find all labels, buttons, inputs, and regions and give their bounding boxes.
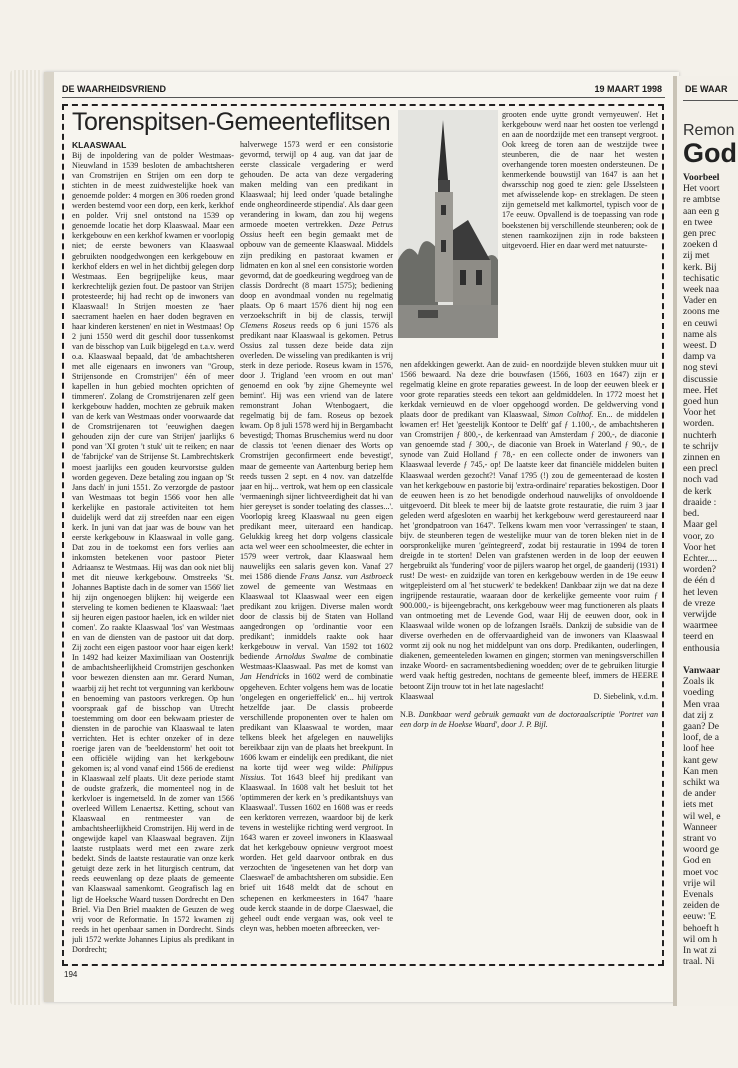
right-page-line: Men vraa: [683, 698, 720, 710]
right-page-line: de kerk: [683, 485, 712, 497]
right-page-line: de vreze: [683, 597, 716, 609]
right-page-line: zij met: [683, 250, 710, 262]
right-page-line: gaan? De: [683, 720, 719, 732]
book-page-edges: [10, 70, 40, 1005]
right-page-line: en twee: [683, 216, 713, 228]
right-page-line: Wanneer: [683, 821, 717, 833]
right-page-line: Het voort: [683, 183, 720, 195]
right-page-line: [683, 654, 738, 665]
note: N.B. Dankbaar werd gebruik gemaakt van de doctoraalscriptie 'Portret van een dorp in de Hoekse Waard', door J. P. Bijl.: [400, 709, 658, 729]
right-page-kicker: Remon: [683, 122, 735, 139]
right-page-line: gen prec: [683, 228, 716, 240]
column-3-top-text: grooten ende uytte grondt vernyeuwen'. Het kerkgebouw werd naar het oosten toe verlengd en aan de noordzijde met een transept vergroot. Ook kreeg de toren aan de westzijde twee steunberen, die de naar het westen overhangende toren moesten ondersteunen. De kenmerkende bouwstijl van 1647 is aan het dwarsschip nog goed te zien: gele IJsselsteen met afwisselende kop- en streklagen. De steen zijn gemetseld met kalkmortel, typisch voor de 17e eeuw. Opvallend is de toepassing van rode boekstenen bij verschillende steunberen; ook de stenen raamkozijnen zijn in rode baksteen uitgevoerd. Hier en daar werd met natuurste-: [502, 110, 658, 250]
right-page-line: een precl: [683, 463, 718, 475]
right-page-line: worden?: [683, 564, 717, 576]
right-page-line: goed hun: [683, 396, 719, 408]
page-number: 194: [64, 970, 78, 979]
person-name: Simon Colthof.: [542, 410, 594, 420]
article-column-1: [72, 140, 234, 958]
person-name: Clemens Roseus: [240, 320, 296, 330]
right-page-line: Evenals: [683, 889, 714, 900]
person-name: Jan Hendricks: [240, 672, 290, 682]
issue-date: 19 MAART 1998: [594, 84, 662, 94]
right-page-line: kerk. Bij: [683, 261, 717, 273]
right-page-line: schikt wa: [683, 776, 720, 788]
church-photo: [398, 110, 498, 338]
right-page-line: voor, zo: [683, 530, 715, 542]
right-page-line: strant vo: [683, 832, 717, 844]
header-rule: [62, 97, 665, 98]
right-page-line: eeuw: 'E: [683, 911, 716, 923]
right-page-line: damp va: [683, 351, 716, 363]
right-page-line: Voorbeel: [683, 172, 720, 183]
right-page-heading: God: [683, 138, 737, 168]
person-name: Philippus Nissius.: [240, 762, 393, 782]
person-name: Frans Jansz. van Astbroeck: [299, 572, 393, 582]
right-page-line: zoeken d: [683, 239, 718, 251]
right-page-line: voeding: [683, 687, 714, 699]
right-page-line: kant gew: [683, 754, 718, 766]
right-page-line: aan een g: [683, 205, 720, 217]
right-page-line: worden.: [683, 418, 715, 430]
signature-place: Klaaswaal: [400, 691, 434, 701]
right-page-line: week naa: [683, 284, 719, 296]
right-page-line: zinnen en: [683, 452, 721, 464]
right-page-line: traal. Ni: [683, 956, 715, 968]
article-column-2: [240, 140, 393, 958]
running-header: [62, 84, 662, 98]
right-page: [673, 76, 738, 1006]
right-page-line: waarmee: [683, 620, 718, 632]
right-page-line: behoeft h: [683, 922, 719, 934]
column-2-text: halverwege 1573 werd er een consistorie gevormd, terwijl op 4 aug. van dat jaar de eerste classicale vergadering er werd gehouden. De acta van deze vergadering maken melding van een predikant in Klaaswaal; hij leed onder 'quade betalinghe ende ongheordineerde stipendia'. Als daar geen verandering in kwam, dan zou hij wegens armoede moeten vertrekken. Deze Petrus Ossius heeft een begin gemaakt met de opbouw van de gemeente Klaaswaal. Middels zijn prediking en pastoraat kwamen er lidmaten en kon al snel een consistorie worden gevormd, dat de goedkeuring wegdroeg van de classis Dordrecht (8 maart 1575); bediening doop en avondmaal vonden nu regelmatig plaats. Op 6 maart 1576 dient hij nog een verzoekschrift in bij de classis, terwijl Clemens Roseus reeds op 6 juni 1576 als predikant naar Klaaswaal is gekomen. Petrus Ossius zal tussen deze beide data zijn overleden. De wisseling van predikanten is vrij sterk in deze periode. Roseus kwam in 1576, door J. Trigland 'een vroom en out man' genoemd en ook 'by zijne Ghemeynte wel bemint'. Hij was een vriend van de latere remonstrant Johan Wtenbogaert, die regelmatig bij de fam. Roseus op bezoek kwam. Op 8 juli 1578 werd hij in Bergambacht bevestigd; Thomas Bruschemius werd nu door de classis tot 'eenen dienaer des Worts op Cromstrijen geconfirmeert ende bevestigt', maar de gemeente van Aartenburg beriep hem reeds tussen 2 sept. en 4 nov. van datzelfde jaar en hij... vertrok, wat hem op een classicale 'vermaeningh sijner lichtveerdigheit dat hi van hier gereyset is sonder toelating des classes...'. Voorlopig kreeg Klaaswaal nu geen eigen predikant meer, uiteraard een handicap. Gelukkig kreeg het dorp volgens classicale acta wel weer een schoolmeester, die echter in 1579 weer vertrok, daar Klaaswaal hem nauwelijks een salaris geven kon. Vanaf 27 mei 1586 diende Frans Jansz. van Astbroeck zowel de gemeente van Westmaas en Klaaswaal tot Klaaswaal weer een eigen predikant zou krijgen. Diverse malen wordt door de classis bij de Staten van Holland aangedrongen op 'ordinantie voor een predikant'; inmiddels raakte ook haar kerkgebouw in verval. Van 1592 tot 1602 bediende Arnoldus Swalme de combinatie Westmaas-Klaaswaal. Pas met de komst van Jan Hendricks in 1602 werd de combinatie opgeheven. Echter volgens hem was de locatie 'ongelegen en ongerieffelick' en... hij vertrok hetzelfde jaar. De classis probeerde verschillende proponenten over te halen om predikant van Klaaswaal te worden, maar telkens bleek het afgelegen en nauwelijks bereikbaar zijn van de plaats het breekpunt. In 1606 kwam er eindelijk een predikant, die niet na korte tijd weer weg wilde: Philippus Nissius. Tot 1643 bleef hij predikant van Klaaswaal. In 1608 valt het besluit tot het 'optimmeren der kerk en 's predikantshuys van Klaaswaal'. Tussen 1602 en 1608 was er reeds een kerktoren verrezen, waardoor bij de kerk tevens in westelijke richting werd vergroot. In 1643 waren er zoveel inwoners in Klaaswaal dat het kerkgebouw opnieuw vergroot moest worden. Het geld daarvoor ontbrak en dus verzochten de 'ingesetenen van het dorp van Claeswael' de ambachtsheren om subsidie. Een brief uit 1648 meldt dat de schout en schepenen en kerkmeesters in 1647 'haare oude kerck staande in de dorpe Claeswael, die geheel oudt ende vergaan was, ook veel te cleyn was, hebben moeten afbreecken, ver-: [240, 140, 393, 933]
right-page-line: noch vad: [683, 474, 718, 486]
right-page-line: de één d: [683, 575, 715, 587]
right-page-line: vrije wil: [683, 877, 716, 889]
right-page-line: nog stevi: [683, 362, 718, 374]
article-title: Torenspitsen-Gemeenteflitsen: [72, 108, 391, 136]
right-page-line: de ander: [683, 788, 716, 800]
right-page-line: Echter....: [683, 552, 718, 564]
right-page-line: re ambtse: [683, 194, 721, 206]
right-page-line: name als: [683, 328, 717, 340]
right-page-line: nuchterh: [683, 429, 717, 441]
right-header-rule: [683, 100, 738, 101]
article-subhead: KLAASWAAL: [72, 140, 127, 150]
right-page-line: teerd en: [683, 631, 714, 643]
right-page-line: In wat zi: [683, 945, 717, 957]
column-3-text: nen afdekkingen gewerkt. Aan de zuid- en noordzijde bleven stukken muur uit 1566 bewaard. Na deze drie bouwfasen (1566, 1603 en 1647) zijn er regelmatig kleine en grote reparaties geweest. In de loop der eeuwen bleek er voor grote reparaties steeds een tekort aan geldmiddelen. In 1772 moest het kerkdak vernieuwd en de vloer opgehoogd worden. De geldwerving vond plaats door de predikant van Klaaswaal, Simon Colthof. En... de middelen kwamen er! Het 'geestelijk Kontoor te Delft' gaf ƒ 1.100,-, de ambachtsheren van Cromstrijen ƒ 800,-, de kerkenraad van Amsterdam ƒ 200,-, de diaconie van genoemde stad ƒ 300,-, de diaconie van Broek in Waterland ƒ 90,-, de synode van Zuid Holland ƒ 78,- en een collecte onder de inwoners van Klaaswaal leverde ƒ 745,- op! De laatste keer dat financiële middelen buiten Klaaswaal werden gezocht?! Vanaf 1795 (!) zou de gemeenteraad de kosten van het kerkgebouw en pastorie bij 'extra-ordinaire' reparaties bekostigen. Door de eeuwen heen is zo het benodigde onderhoud nauwelijks of onvoldoende uitgevoerd. Dit bleek te meer bij de laatste grote restauratie, die ruim 3 jaar geleden werd afgesloten en waarbij het kerkgebouw werd gerestaureerd naar het 'grondpatroon van 1647'. Telkens kwam men voor 'verrassingen' te staan, bijv. de steunberen tegen de westelijke muur van de toren bleken niet in de oorspronkelijke muren 'geïntegreerd', zodat bij restauratie in 1994 de toren dreigde in te storten! Delen van grafstenen werden in de loop der eeuwen hergebruikt als 'fundering' voor de pijlers waarop het orgel, de gaanderij (1931) rust! De west- en zuidzijde van toren en kerkgebouw werden in de 19e eeuw witgepleisterd om al 'het stucwerk' te bedekken! Dankbaar zijn we dat na deze ingrijpende restauratie, waaraan door de kerkelijke gemeente voor ruim ƒ 900.000,- is bijeengebracht, ons kerkgebouw weer mag functioneren als plaats van ontmoeting met de Levende God, waar Hij de eeuwen door, ook in Klaaswaal wilde wonen op de lofzangen Israëls. Dankzij de subsidie van de diverse overheden en de offervaardigheid van de inwoners van Klaaswaal vormt zij ook nu nog het middelpunt van ons dorp. Predikanten, ouderlingen, diakenen, gemeenteleden kwamen en gingen; stormen van meningsverschillen inzake Woord- en sacramentsbediening woedden; over de te gebruiken liturgie werd vaak heftig gestreden, nochtans de gemeente bleef, immers de HEERE betoont Zijn trouw tot in het late nageslacht!: [400, 360, 658, 691]
signature-author: D. Siebelink, v.d.m.: [593, 691, 658, 701]
person-name: Deze Petrus Ossius: [240, 220, 393, 240]
right-page-line: zoons me: [683, 306, 720, 318]
person-name: Arnoldus Swalme: [275, 652, 337, 662]
column-1-text: Bij de inpoldering van de polder Westmaas-Nieuwland in 1539 besloten de ambachtsheren van Cromstrijen en Strijen om een dorp te stichten in de meest zuidwestelijke hoek van genoemde polder: 4 morgen en 306 roeden grond werden bestemd voor een dorp, een kerk, kerkhof en polder. Vrij snel ontstond na 1539 op genoemde locatie het dorp Klaaswaal. Maar een kerkgebouw en een kerkhof kwamen er voorlopig niet; de eerste bewoners van Klaaswaal gebruikten noodgedwongen een kerkgebouw en kerkhof elders en wel in het dichtbij gelegen dorp Westmaas. Een begrijpelijke keus, maar kerkrechtelijk gezien fout. De pastoor van Strijen protesteerde; hij had recht op de inwoners van Klaaswaal! In Strijen moesten ze 'haer saecrament haelen en haer doden begraven en haar kinderen kerstenen' en niet in Westmaas! Op 2 juni 1550 werd dit geschil door tussenkomst van de bisschop van Luik bijgelegd en t.a.v. werd o.a. Klaaswaal bepaald, dat 'de ambachtsheren met alle eigenaars en inwoners van "Group, Strijensonde en Cromstrijen" één of meer kapellen in hun gebied mochten oprichten of timmeren'. Zolang de Cromstrijenaren zelf geen kerkgebouw hadden, mochten ze gebruik maken van de kerk van Westmaas onder voorwaarde dat de Cromstrijenaren tot 'eeuwighen daegen gehouden zijn der cure van Strijen' jaarlijks 6 pond van 'XI groten 't stuk' uit te reiken; en naar de 'fabrijcke' van de Strijense St. Lambrechtskerk moest jaarlijks een gouden keurvorstse gulden worden gegeven. Deze betaling zou ingaan op 'St Jans dach' in juni 1551. Zo verzorgde de pastoor van Westmaas tot begin 1566 voor hen alle kerkelijke en pastorale activiteiten tot hem duidelijk werd dat zij streefden naar een eigen kerk. In juni van dat jaar was de bouw van het eerste kerkgebouw in Klaaswaal in volle gang. Dat zou in de toekomst een fors verlies aan inkomsten betekenen voor pastoor Pieter Adriaansz te Westmaas. Hij was dan ook niet blij met dit nieuwe kerkgebouw. Omstreeks 'St. Johannes Baptiste dach in de somer van 1566' liet hij zijn ongenoegen blijken: hij weigerde een sterveling te komen bedienen te Klaaswaal: 'laet sij heuren eigen pastoor haelen, ick en wilder niet comen'. Zo raakte Klaaswaal 'los' van Westmaas en van de diensten van de pastoor uit dat dorp. Zij zocht een eigen pastoor voor haar eigen kerk! In 1492 had keizer Maximiliaan van Oostenrijk de ambachtsheerlijkheid Cromstrijen geschonken voor bewezen diensten aan mr. Gerard Numan, waarbij zij het recht tot vergunning van kerkbouw en benoeming van pastoors verkregen. Op hun voorspraak gaf de bisschop van Utrecht toestemming om door een bekwaam priester de diensten in de parochie van Klaaswaal te laten verrichten. Het is echter onzeker of in deze roerige jaren van de 'beeldenstorm' het ooit tot een officiële wijding van het kerkgebouw gekomen is; al vond vanaf eind 1566 de eredienst in Klaaswaal zelf plaats. Uit deze periode stamt de oudste grafzerk, die momenteel nog in de kerkvloer is ingemetseld. In de zomer van 1566 overleed Willem Lenaertsz. Ketting, schout van Klaaswaal en rentmeester van de ambachtsheerlijkheid Cromstrijen. Hij werd in de ongewijde kapel van Klaaswaal begraven. Zijn laatste rustplaats werd met een zware zerk bedekt. Sinds de laatste restauratie van onze kerk getuigt deze zerk in het liturgisch centrum, dat reeds eeuwenlang op deze plaats de gemeente van Klaaswaal samenkomt. Geografisch lag en ligt de Hoeksche Waard tussen Dordrecht en Den Briel. Via Den Briel maakten de Geuzen de weg vrij voor de Reformatie. In 1572 kwamen zij reeds in het openbaar samen in Dordrecht. Sinds juli 1572 werkte Johannes Lipius als predikant in Dordrecht;: [72, 151, 234, 954]
right-page-line: en ceuwi: [683, 317, 718, 329]
article-column-3: [400, 360, 658, 960]
right-page-line: wil wel, e: [683, 810, 721, 822]
right-page-line: te schrijv: [683, 440, 719, 452]
right-page-line: Zoals ik: [683, 676, 715, 688]
right-page-line: God en: [683, 855, 711, 867]
right-page-line: discussie: [683, 373, 718, 385]
right-page-line: verwijde: [683, 608, 717, 620]
publication-name: DE WAARHEIDSVRIEND: [62, 84, 167, 94]
right-page-line: loof hee: [683, 743, 715, 755]
right-page-line: woord ge: [683, 844, 719, 856]
article-column-3-top: [502, 110, 658, 359]
right-page-line: Vanwaar: [683, 664, 720, 676]
right-page-line: weest. D: [683, 340, 717, 352]
right-page-line: Voor het: [683, 407, 716, 419]
right-page-line: iets met: [683, 799, 714, 811]
right-page-line: bed.: [683, 508, 700, 520]
right-page-text: [683, 172, 738, 967]
signature-line: [400, 692, 658, 702]
right-page-line: draaide :: [683, 496, 717, 508]
right-page-line: Maar gel: [683, 519, 718, 531]
right-page-line: Vader en: [683, 295, 717, 307]
right-page-line: dat zij z: [683, 709, 714, 721]
right-page-line: techisatic: [683, 272, 720, 284]
right-page-line: loof, de a: [683, 732, 719, 744]
right-page-line: mee. Het: [683, 384, 718, 396]
church-illustration: [398, 110, 498, 338]
right-page-line: zeiden de: [683, 900, 720, 912]
right-page-line: moet voc: [683, 866, 719, 878]
right-page-header: DE WAAR: [685, 84, 728, 94]
right-page-line: het leven: [683, 586, 718, 598]
right-page-line: wil om h: [683, 933, 718, 945]
right-page-line: enthousia: [683, 642, 720, 654]
right-page-line: Kan men: [683, 765, 718, 777]
right-page-line: Voor het: [683, 541, 716, 553]
